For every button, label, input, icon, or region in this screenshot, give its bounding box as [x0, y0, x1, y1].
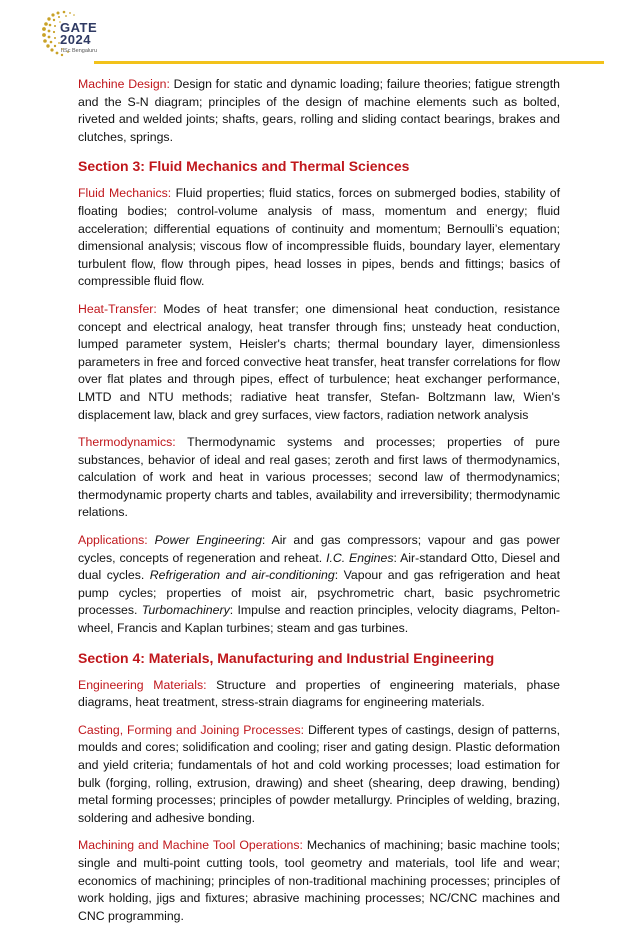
fluid-mechanics-text: Fluid properties; fluid statics, forces on submerged bodies, stability of floating bodies; control-volume analysis of mass, momentum and energy; fluid acceleration; differential equations of continuity and momentum; Bernoulli’s equation; dimensional analysis; viscous flow of incompressible fluids, boundary layer, elementary turbulent flow, flow through pipes, head losses in pipes, bends and fittings; basics of compressible fluid flow.: [78, 186, 561, 289]
casting-forming-joining-text: Different types of castings, design of patterns, moulds and cores; solidification and cooling; riser and gating design. Plastic deformation and yield criteria; fundamentals of hot and cold working processes; load estimation for bulk (forging, rolling, extrusion, drawing) and sheet (shearing, deep drawing, bending) metal forming processes; principles of powder metallurgy. Principles of welding, brazing, soldering and adhesive bonding.: [78, 722, 561, 825]
fluid-mechanics-paragraph: [78, 185, 560, 291]
applications-text-4: : Vapour and gas refrigeration and heat pump cycles; properties of moist air, psychrometric chart, basic psychrometric processes.: [78, 568, 560, 618]
applications-paragraph: [78, 532, 560, 638]
applications-text-1: [148, 533, 155, 547]
power-engineering-term: Power Engineering: [154, 533, 262, 548]
page-header: [0, 0, 638, 66]
syllabus-content: [78, 76, 560, 935]
casting-forming-joining-label: Casting, Forming and Joining Processes:: [78, 722, 305, 737]
applications-text-2: : Air and gas compressors; vapour and gas power cycles, concepts of regeneration and reheat.: [78, 533, 560, 565]
machining-paragraph: [78, 837, 560, 925]
machine-design-label: Machine Design:: [78, 77, 170, 91]
header-divider: [94, 61, 604, 64]
casting-forming-joining-paragraph: [78, 722, 560, 828]
applications-text-5: : Impulse and reaction principles, velocity diagrams, Pelton-wheel, Francis and Kaplan turbines; steam and gas turbines.: [78, 603, 560, 636]
applications-label: Applications:: [78, 533, 148, 548]
ic-engines-term: I.C. Engines: [326, 550, 394, 565]
thermodynamics-paragraph: [78, 434, 560, 522]
heat-transfer-paragraph: [78, 301, 560, 424]
turbomachinery-term: Turbomachinery: [141, 603, 230, 618]
heat-transfer-text: Modes of heat transfer; one dimensional heat conduction, resistance concept and electrical analogy, heat transfer through fins; unsteady heat conduction, lumped parameter system, Heisler's charts; thermal boundary layer, dimensionless parameters in free and forced convective heat transfer, heat transfer correlations for flow over flat plates and through pipes, effect of turbulence; heat exchanger performance, LMTD and NTU methods; radiative heat transfer, Stefan- Boltzmann law, Wien's displacement law, black and grey surfaces, view factors, radiation network analysis: [78, 301, 560, 422]
gate-2024-logo: [40, 8, 104, 60]
machine-design-text: Design for static and dynamic loading; failure theories; fatigue strength and the S-N diagram; principles of the design of machine elements such as bolted, riveted and welded joints; shafts, gears, rolling and sliding contact bearings, brakes and clutches, springs.: [78, 77, 561, 144]
heat-transfer-label: Heat-Transfer:: [78, 301, 157, 316]
engineering-materials-paragraph: [78, 677, 560, 712]
applications-text-3: : Air-standard Otto, Diesel and dual cycles.: [78, 550, 560, 583]
logo-year: 2024: [60, 32, 91, 47]
machining-label: Machining and Machine Tool Operations:: [78, 838, 303, 853]
engineering-materials-label: Engineering Materials:: [78, 677, 207, 692]
machining-text: Mechanics of machining; basic machine tools; single and multi-point cutting tools, tool geometry and materials, tool life and wear; economics of machining; principles of non-traditional machining processes; principles of work holding, jigs and fixtures; abrasive machining processes; NC/CNC machines and CNC programming.: [78, 838, 560, 923]
engineering-materials-text: Structure and properties of engineering materials, phase diagrams, heat treatment, stress-strain diagrams for engineering materials.: [78, 677, 560, 710]
section-4-title: Section 4: Materials, Manufacturing and Industrial Engineering: [78, 649, 495, 666]
refrigeration-term: Refrigeration and air-conditioning: [149, 568, 335, 583]
fluid-mechanics-label: Fluid Mechanics:: [78, 186, 172, 201]
thermodynamics-label: Thermodynamics:: [78, 435, 176, 450]
logo-institution: IISc Bengaluru: [61, 48, 98, 54]
section-3-title: Section 3: Fluid Mechanics and Thermal Sciences: [78, 158, 410, 175]
machine-design-paragraph: [78, 76, 560, 146]
logo-word: GATE: [60, 20, 98, 35]
thermodynamics-text: Thermodynamic systems and processes; properties of pure substances, behavior of ideal and real gases; zeroth and first laws of thermodynamics, calculation of work and heat in various processes; second law of thermodynamics; thermodynamic property charts and tables, availability and irreversibility; thermodynamic relations.: [78, 435, 560, 520]
